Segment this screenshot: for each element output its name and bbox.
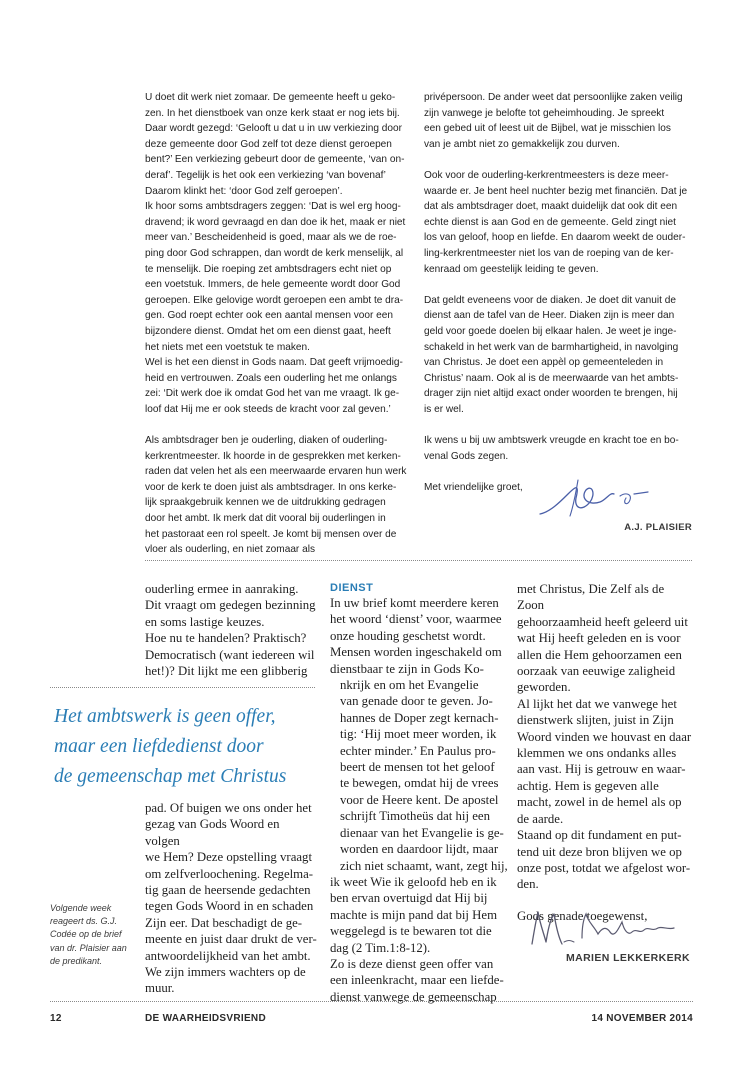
- article-line: aan vast. Hij is getrouw en waar-: [517, 762, 686, 777]
- article-line: beert de mensen tot het geloof: [340, 760, 495, 775]
- article-line: dienstwerk slijten, juist in Zijn: [517, 713, 674, 728]
- article-line: achtig. Hem is gegeven alle: [517, 778, 659, 793]
- letter-line: vloer als ouderling, en niet zomaar als: [145, 544, 316, 556]
- signature-name-plaisier: A.J. PLAISIER: [624, 522, 692, 533]
- editor-note-line: Codée op de brief: [50, 929, 122, 940]
- letter-line: gen. God roept echter ook een aantal mensen voor een: [145, 310, 394, 322]
- paragraph-gap: [424, 152, 692, 168]
- article-line: onze houding geschetst wordt.: [330, 628, 486, 643]
- letter-line: zijn vanwege je belofte tot geheimhouding. Je spreekt: [424, 107, 665, 119]
- letter-line: Christus’ naam. Ook al is de meerwaarde van het ambts-: [424, 372, 679, 384]
- letter-line: Als ambtsdrager ben je ouderling, diaken of ouderling-: [145, 435, 388, 447]
- pull-quote-divider: [50, 687, 315, 688]
- article-line: dag (2 Tim.1:8-12).: [330, 940, 431, 955]
- letter-line: drager zijn niet altijd exact onder woorden te brengen, hij: [424, 388, 678, 400]
- letter-line: Ik wens u bij uw ambtswerk vreugde en kracht toe en bo-: [424, 435, 679, 447]
- letter-line: door het ambt. Ik merk dat dit vooral bij ouderlingen in: [145, 513, 386, 525]
- letter-line: Met vriendelijke groet,: [424, 481, 523, 493]
- article-line: Gods genade toegewenst,: [517, 909, 648, 924]
- article-line: om zelfverloochening. Regelma-: [145, 866, 314, 881]
- article-line: Zijn eer. Dat beschadigt de ge-: [145, 915, 303, 930]
- letter-line: ling-kerkrentmeester niet los van de roeping van de ker-: [424, 247, 674, 259]
- letter-line: het niets met een voetstuk te maken.: [145, 341, 310, 353]
- letter-line: raden dat velen het als een meerwaarde ervaren hun werk: [145, 466, 407, 478]
- editor-note-line: Volgende week: [50, 903, 112, 913]
- article-line: tig: ‘Hij moet meer worden, ik: [340, 727, 497, 742]
- response-column-3-body: [330, 595, 510, 1005]
- pull-quote-line: de gemeenschap met Christus: [54, 766, 287, 787]
- article-line: de aarde.: [517, 811, 564, 826]
- article-line: pad. Of buigen we ons onder het: [145, 801, 312, 815]
- paragraph-gap: [424, 417, 692, 433]
- letter-line: geld voor goede doelen bij elkaar halen. Je weet je inge-: [424, 325, 677, 337]
- article-line: machte is mijn pand dat bij Hem: [330, 907, 498, 922]
- letter-line: Dat geldt eveneens voor de diaken. Je doet dit vanuit de: [424, 294, 676, 306]
- article-line: Zo is deze dienst geen offer van: [330, 956, 494, 971]
- article-line: van genade door te geven. Jo-: [340, 694, 493, 709]
- article-line: een inleenkracht, maar een liefde-: [330, 973, 504, 988]
- issue-date: 14 NOVEMBER 2014: [591, 1013, 693, 1024]
- article-line: antwoordelijkheid van het ambt.: [145, 948, 311, 963]
- letter-line: waarde er. Je bent heel nuchter bezig met financiën. Dat je: [424, 185, 688, 197]
- article-line: allen die Hem gehoorzamen een: [517, 647, 682, 662]
- letter-line: dravend; ik word gevraagd en dan doe ik het, maak er niet: [145, 216, 406, 228]
- letter-line: Daar wordt gezegd: ‘Gelooft u dat u in uw verkiezing door: [145, 123, 402, 135]
- article-line: den.: [517, 877, 539, 892]
- letter-line: Daarom klinkt het: ‘door God zelf geroepen’.: [145, 185, 343, 197]
- signature-lekkerkerk-image: [524, 904, 689, 954]
- publication-title: DE WAARHEIDSVRIEND: [145, 1013, 266, 1024]
- article-line: ben ervan overtuigd dat Hij bij: [330, 891, 488, 906]
- article-line: klemmen we ons ondanks alles: [517, 746, 677, 761]
- letter-line: zei: ‘Dit werk doe ik omdat God het van me vraagt. Ik ge-: [145, 388, 400, 400]
- letter-line: een voetstuk. Immers, de hele gemeente wordt door God: [145, 279, 401, 291]
- article-line: schrijft Timotheüs dat hij een: [340, 809, 491, 824]
- article-line: Staand op dit fundament en put-: [517, 828, 682, 843]
- letter-line: een gebed uit of leest uit de Bijbel, wat je misschien los: [424, 123, 671, 135]
- article-line: worden en daardoor lijdt, maar: [340, 842, 499, 857]
- paragraph-gap: [145, 417, 407, 433]
- article-line: zich niet schaamt, want, zegt hij,: [340, 858, 508, 873]
- letter-column-right: [424, 90, 692, 495]
- article-line: Democratisch (want iedereen wil: [145, 647, 315, 662]
- article-line: het woord ‘dienst’ voor, waarmee: [330, 612, 502, 627]
- letter-line: loof dat Hij me er ook steeds de kracht voor zal geven.’: [145, 403, 391, 415]
- article-line: geworden.: [517, 680, 571, 695]
- editor-note-line: de predikant.: [50, 955, 103, 966]
- signature-plaisier-image: [530, 472, 670, 522]
- letter-column-left: [145, 90, 407, 558]
- article-line: echter minder.’ En Paulus pro-: [340, 743, 496, 758]
- letter-line: kerkrentmeester. Ik hoorde in de gesprekken met kerken-: [145, 450, 401, 462]
- letter-line: is er wel.: [424, 403, 464, 415]
- letter-line: geroepen. Elke gelovige wordt geroepen een ambt te dra-: [145, 294, 404, 306]
- letter-line: lijk spraakgebruik kennen we de uitdrukking gedragen: [145, 497, 386, 509]
- letter-line: kenraad om geestelijk leiding te geven.: [424, 263, 599, 275]
- letter-line: deze gemeente door God zelf tot deze dienst geroepen: [145, 138, 392, 150]
- letter-line: van je ambt niet zo gemakkelijk zou durven.: [424, 138, 620, 150]
- letter-line: echte dienst is aan God en de gemeente. Geld zingt niet: [424, 216, 676, 228]
- letter-line: heid en vertrouwen. Zoals een ouderling het me onlangs: [145, 372, 397, 384]
- article-line: Hoe nu te handelen? Praktisch?: [145, 631, 307, 646]
- editor-note-line: reageert ds. G.J.: [50, 916, 118, 927]
- letter-line: los van geloof, hoop en liefde. En daarom weekt de ouder-: [424, 232, 686, 244]
- letter-line: privépersoon. De ander weet dat persoonlijke zaken veilig: [424, 92, 683, 103]
- letter-line: U doet dit werk niet zomaar. De gemeente heeft u geko-: [145, 92, 396, 103]
- article-line: dienst vanwege de gemeenschap: [330, 989, 497, 1004]
- article-line: Mensen worden ingeschakeld om: [330, 645, 502, 660]
- section-divider: [145, 560, 692, 561]
- letter-line: venal Gods zegen.: [424, 450, 509, 462]
- article-line: ik weet Wie ik geloofd heb en ik: [330, 874, 497, 889]
- article-line: met Christus, Die Zelf als de Zoon: [517, 582, 665, 613]
- article-line: In uw brief komt meerdere keren: [330, 596, 499, 610]
- article-line: voor de Heere kent. De apostel: [340, 792, 499, 807]
- article-line: weggelegd is te bewaren tot die: [330, 924, 492, 939]
- response-column-2-bottom: [145, 800, 317, 997]
- editor-note: [50, 902, 138, 968]
- letter-line: dienst aan de tafel van de Heer. Diaken zijn is meer dan: [424, 310, 675, 322]
- article-line: wat Hij heeft geleden en is voor: [517, 631, 681, 646]
- letter-line: meer van.’ Bescheidenheid is goed, maar als we de roe-: [145, 232, 397, 244]
- article-line: tend uit deze bron blijven we op: [517, 844, 682, 859]
- response-column-2-top: [145, 581, 317, 679]
- letter-line: Ik hoor soms ambtsdragers zeggen: ‘Dat is wel erg hoog-: [145, 201, 401, 213]
- article-line: hannes de Doper zegt kernach-: [340, 710, 499, 725]
- article-line: nkrijk en om het Evangelie: [340, 678, 479, 693]
- letter-line: voor de kerk te doen juist als ambtsdrager. In ons kerke-: [145, 481, 397, 493]
- article-line: tig gaan de heersende gedachten: [145, 883, 311, 898]
- article-line: oorzaak van eeuwige zaligheid: [517, 664, 676, 679]
- article-line: onze post, totdat we afgelost wor-: [517, 860, 691, 875]
- response-column-3: [330, 581, 510, 1005]
- article-line: Woord vinden we houvast en daar: [517, 729, 692, 744]
- article-line: te bewegen, omdat hij de vrees: [340, 776, 499, 791]
- article-line: Dit vraagt om gedegen bezinning: [145, 598, 316, 613]
- letter-line: deraf’. Tegelijk is het ook een verkiezing ‘van bovenaf’: [145, 169, 386, 181]
- paragraph-gap: [424, 277, 692, 293]
- article-line: Al lijkt het dat we vanwege het: [517, 696, 677, 711]
- editor-note-line: van dr. Plaisier aan: [50, 942, 127, 953]
- letter-line: schakeld in het werk van de barmhartigheid, in navolging: [424, 341, 679, 353]
- article-line: dienaar van het Evangelie is ge-: [340, 825, 504, 840]
- letter-line: te menselijk. Die roeping zet ambtsdragers echt niet op: [145, 263, 392, 275]
- article-line: tegen Gods Woord in en schaden: [145, 899, 314, 914]
- letter-line: bent?’ Een verkiezing gebeurt door de gemeente, ‘van on-: [145, 154, 405, 166]
- article-line: ouderling ermee in aanraking.: [145, 582, 299, 596]
- letter-line: zen. In het dienstboek van onze kerk staat er nog iets bij.: [145, 107, 400, 119]
- article-line: we Hem? Deze opstelling vraagt: [145, 850, 313, 865]
- page-number: 12: [50, 1013, 62, 1024]
- article-line: gezag van Gods Woord en volgen: [145, 817, 280, 848]
- pull-quote-line: Het ambtswerk is geen offer,: [54, 706, 276, 727]
- letter-line: Wel is het een dienst in Gods naam. Dat geeft vrijmoedig-: [145, 357, 403, 369]
- article-line: het!)? Dit lijkt me een glibberig: [145, 664, 308, 679]
- letter-line: het pastoraat een rol speelt. Je komt bij mensen over de: [145, 528, 397, 540]
- article-line: muur.: [145, 981, 175, 996]
- section-heading-dienst: DIENST: [330, 582, 374, 594]
- article-line: dienstbaar te zijn in Gods Ko-: [330, 661, 484, 676]
- response-column-4: [517, 581, 693, 925]
- letter-line: ping door God schrappen, dan wordt de kerk menselijk, al: [145, 247, 404, 259]
- article-line: meente en juist daar drukt de ver-: [145, 932, 317, 947]
- article-line: macht, zowel in de hemel als op: [517, 795, 682, 810]
- signature-name-lekkerkerk: MARIEN LEKKERKERK: [565, 952, 690, 964]
- footer-divider: [50, 1001, 693, 1002]
- pull-quote-line: maar een liefdedienst door: [54, 736, 264, 757]
- article-line: We zijn immers wachters op de: [145, 965, 306, 980]
- letter-line: Ook voor de ouderling-kerkrentmeesters is deze meer-: [424, 169, 669, 181]
- letter-line: dat als ambtsdrager doet, maakt duidelijk dat ook dit een: [424, 201, 678, 213]
- pull-quote: [54, 702, 319, 792]
- letter-line: van Christus. Je doet een appèl op gemeenteleden in: [424, 357, 664, 369]
- article-line: gehoorzaamheid heeft geleerd uit: [517, 614, 688, 629]
- article-line: en soms lastige keuzes.: [145, 614, 265, 629]
- letter-line: bijzondere dienst. Omdat het om een dienst gaat, heeft: [145, 325, 391, 337]
